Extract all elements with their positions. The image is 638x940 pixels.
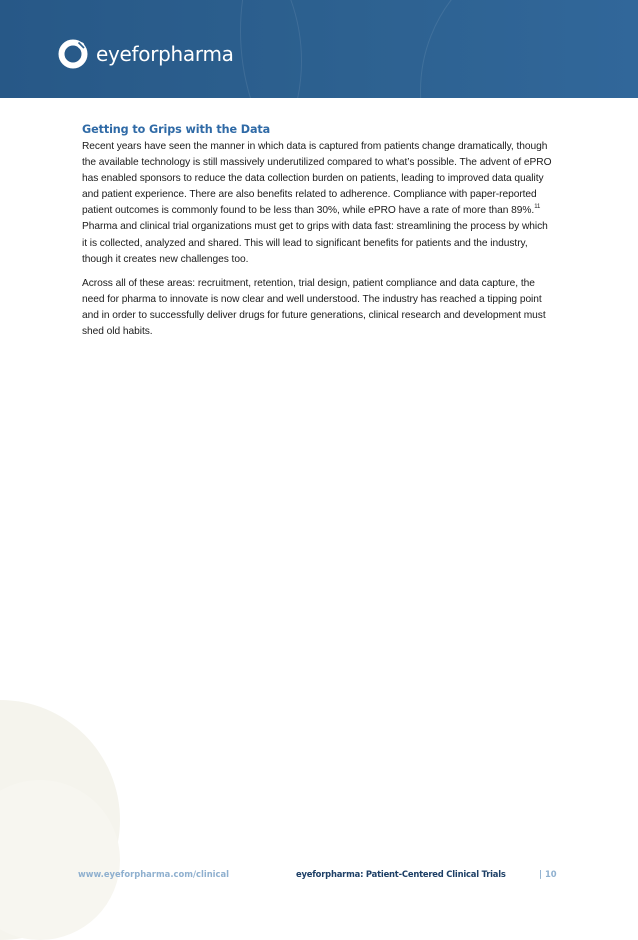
footer-url-link[interactable]: www.eyeforpharma.com/clinical — [78, 869, 230, 879]
footer-document-title: eyeforpharma: Patient-Centered Clinical Trials — [296, 869, 506, 879]
eye-ring-logo-icon — [56, 37, 90, 71]
brand-name: eyeforpharma — [96, 42, 234, 66]
paragraph-text: Pharma and clinical trial organizations must get to grips with data fast: streamlining the process by which it is collected, analyzed and shared. This will lead to significant benefits for patients and the industry, though it creates new challenges too. — [82, 221, 548, 265]
brand-logo[interactable] — [56, 34, 234, 74]
main-content — [82, 123, 552, 348]
paragraph-text: Recent years have seen the manner in which data is captured from patients change dramatically, though the available technology is still massively underutilized compared to what’s possible. The advent of ePRO has enabled sponsors to reduce the data collection burden on patients, leading to improved data quality and patient experience. There are also benefits related to adherence. Compliance with paper-reported patient outcomes is commonly found to be less than 30%, while ePRO have a rate of more than 89%. — [82, 141, 552, 217]
footnote-reference[interactable]: 11 — [534, 204, 541, 211]
section-title: Getting to Grips with the Data — [82, 123, 271, 136]
page-footer — [0, 869, 638, 885]
page-number: | 10 — [539, 869, 557, 879]
page-header — [0, 0, 638, 98]
header-decoration — [420, 0, 638, 98]
paragraph — [82, 139, 552, 268]
paragraph: Across all of these areas: recruitment, retention, trial design, patient compliance and data capture, the need for pharma to innovate is now clear and well understood. The industry has reached a tipping point and in order to successfully deliver drugs for future generations, clinical research and development must shed old habits. — [82, 277, 546, 338]
